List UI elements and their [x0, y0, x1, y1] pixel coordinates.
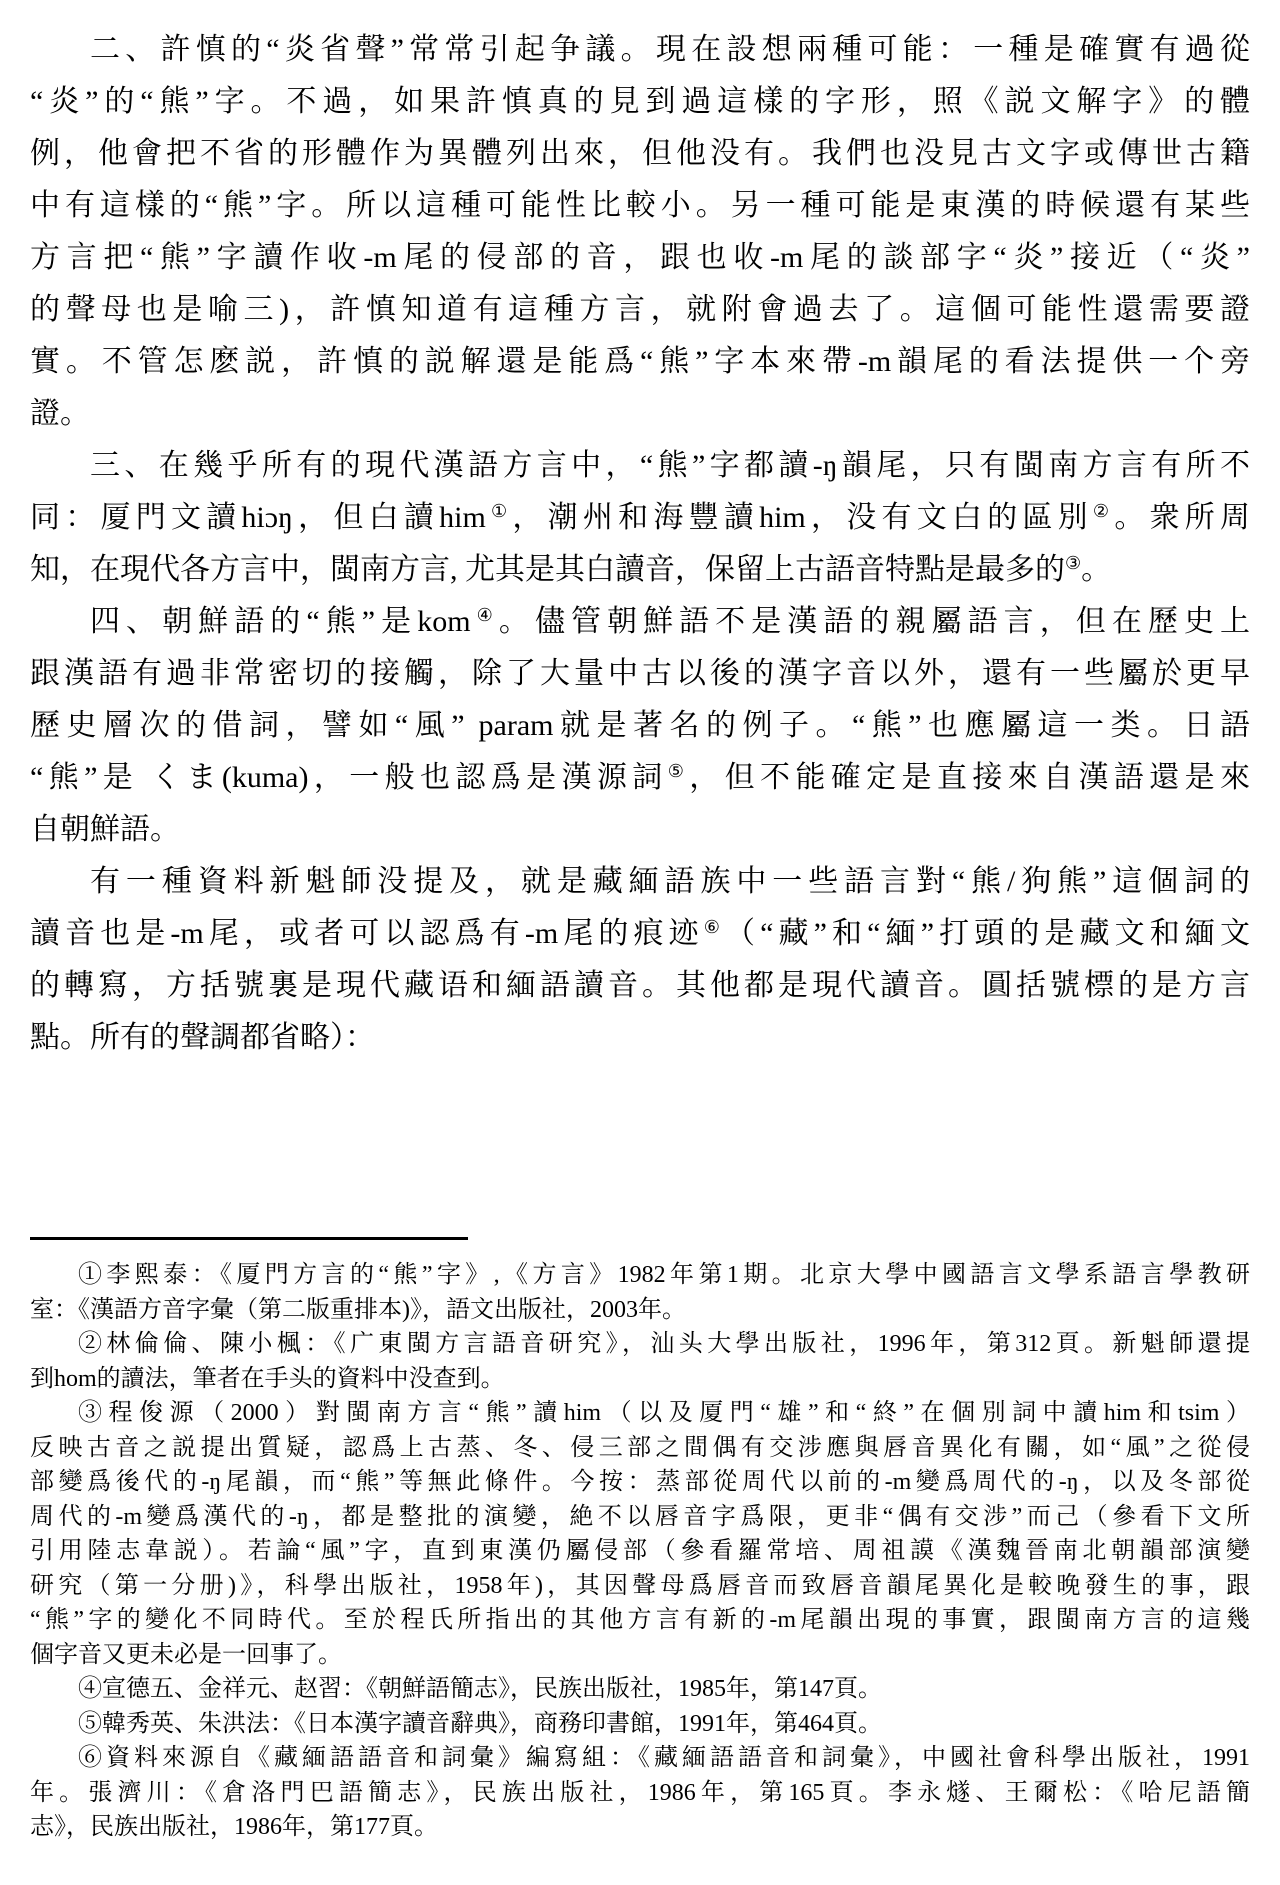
text-line: “熊”字的變化不同時代。至於程氏所指出的其他方言有新的-m尾韻出現的事實，跟閩南方言的這幾	[30, 1607, 1250, 1633]
paragraph	[30, 596, 1250, 856]
text-line: 實。不管怎麽説，許慎的説解還是能爲“熊”字本來帶-m韻尾的看法提供一个旁	[30, 345, 1250, 378]
text-line: 部變爲後代的-ŋ尾韻，而“熊”等無此條件。今按：蒸部從周代以前的-m變爲周代的-ŋ，以及冬部從	[30, 1469, 1250, 1495]
paragraph	[30, 1741, 1250, 1845]
text-line: 二、許慎的“炎省聲”常常引起争議。現在設想兩種可能：一種是確實有過從	[90, 33, 1250, 66]
text-line: 個字音又更未必是一回事了。	[30, 1641, 342, 1668]
paragraph	[30, 1396, 1250, 1672]
text-line: ④宣德五、金祥元、赵習：《朝鮮語簡志》，民族出版社，1985年，第147頁。	[78, 1676, 882, 1702]
main-text	[30, 24, 1250, 1064]
footnote-ref: ④	[470, 605, 499, 626]
text-line: 年。張濟川：《倉洛門巴語簡志》，民族出版社，1986年，第165頁。李永燧、王爾松：《哈尼語簡	[30, 1779, 1250, 1806]
text-line: ⑥資料來源自《藏緬語語音和詞彙》編寫組：《藏緬語語音和詞彙》，中國社會科學出版社，1991	[78, 1745, 1250, 1771]
text-line: 方言把“熊”字讀作收-m尾的侵部的音，跟也收-m尾的談部字“炎”接近（“炎”	[30, 241, 1250, 274]
text-line: ⑤韓秀英、朱洪法：《日本漢字讀音辭典》，商務印書館，1991年，第464頁。	[78, 1710, 882, 1737]
text-line: 研究（第一分册)》，科學出版社，1958年)，其因聲母爲唇音而致唇音韻尾異化是較晚發生的事，跟	[30, 1572, 1250, 1599]
paragraph	[30, 856, 1250, 1064]
text-line: “熊”是 くま(kuma)，一般也認爲是漢源詞⑤，但不能確定是直接來自漢語還是來	[30, 761, 1251, 794]
text-line: ②林倫倫、陳小楓：《广東閩方言語音研究》，汕头大學出版社，1996年，第312頁。新魁師還提	[78, 1331, 1250, 1357]
footnotes-section	[30, 1258, 1250, 1845]
paragraph	[30, 440, 1250, 596]
text-line: 四、朝鮮語的“熊”是kom④。儘管朝鮮語不是漢語的親屬語言，但在歷史上	[90, 605, 1251, 638]
text-line: 反映古音之説提出質疑，認爲上古蒸、冬、侵三部之間偶有交涉應與唇音異化有關，如“風”之從侵	[30, 1434, 1250, 1461]
text-line: ③程俊源（2000）對閩南方言“熊”讀him（以及厦門“雄”和“終”在個別詞中讀him和tsim）	[78, 1400, 1250, 1426]
text-line: 三、在幾乎所有的現代漢語方言中，“熊”字都讀-ŋ韻尾，只有閩南方言有所不	[90, 449, 1250, 482]
text-line: 到hom的讀法，筆者在手头的資料中没查到。	[30, 1365, 505, 1392]
paragraph	[30, 1707, 1250, 1742]
footnote-separator	[30, 1237, 468, 1240]
text-line: 證。	[30, 397, 90, 430]
text-line: 歷史層次的借詞，譬如“風” param就是著名的例子。“熊”也應屬這一类。日語	[30, 709, 1250, 742]
text-line: 引用陸志韋説）。若論“風”字，直到東漢仍屬侵部（參看羅常培、周祖謨《漢魏晉南北朝韻部演變	[30, 1538, 1250, 1564]
paragraph	[30, 24, 1250, 440]
paragraph	[30, 1258, 1250, 1327]
paragraph	[30, 1327, 1250, 1396]
text-line: 中有這樣的“熊”字。所以這種可能性比較小。另一種可能是東漢的時候還有某些	[30, 189, 1250, 222]
text-line: 室：《漢語方音字彙（第二版重排本)》，語文出版社，2003年。	[30, 1296, 686, 1323]
footnote-ref: ③	[1065, 553, 1082, 574]
text-line: “炎”的“熊”字。不過，如果許慎真的見到過這樣的字形，照《説文解字》的體	[30, 85, 1250, 118]
text-line: 周代的-m變爲漢代的-ŋ，都是整批的演變，絶不以唇音字爲限，更非“偶有交涉”而己（參看下文所	[30, 1503, 1250, 1530]
footnote-ref: ②	[1092, 501, 1115, 522]
footnote-ref: ⑥	[703, 917, 725, 938]
text-line: 例，他會把不省的形體作为異體列出來，但他没有。我們也没見古文字或傳世古籍	[30, 137, 1250, 170]
text-line: 點。所有的聲調都省略）：	[30, 1021, 375, 1054]
text-line: 自朝鮮語。	[30, 813, 180, 846]
text-line: 的轉寫，方括號裏是現代藏语和緬語讀音。其他都是現代讀音。圓括號標的是方言	[30, 969, 1250, 1002]
text-line: 讀音也是-m尾，或者可以認爲有-m尾的痕迹⑥（“藏”和“緬”打頭的是藏文和緬文	[30, 917, 1250, 950]
text-line: 跟漢語有過非常密切的接觸，除了大量中古以後的漢字音以外，還有一些屬於更早	[30, 657, 1250, 690]
text-line: ①李熙泰：《厦門方言的“熊”字》,《方言》1982年第1期。北京大學中國語言文學系語言學教研	[78, 1262, 1250, 1288]
footnote-ref: ⑤	[667, 761, 690, 782]
paragraph	[30, 1672, 1250, 1707]
footnote-ref: ①	[485, 501, 513, 522]
text-line: 知，在現代各方言中，閩南方言, 尤其是其白讀音，保留上古語音特點是最多的③。	[30, 553, 1112, 586]
text-line: 志》，民族出版社，1986年，第177頁。	[30, 1814, 438, 1840]
text-line: 有一種資料新魁師没提及，就是藏緬語族中一些語言對“熊/狗熊”這個詞的	[90, 865, 1250, 898]
text-line: 同：厦門文讀hiɔŋ，但白讀him①，潮州和海豐讀him，没有文白的區別②。衆所周	[30, 501, 1251, 534]
text-line: 的聲母也是喻三)，許慎知道有這種方言，就附會過去了。這個可能性還需要證	[30, 293, 1250, 326]
